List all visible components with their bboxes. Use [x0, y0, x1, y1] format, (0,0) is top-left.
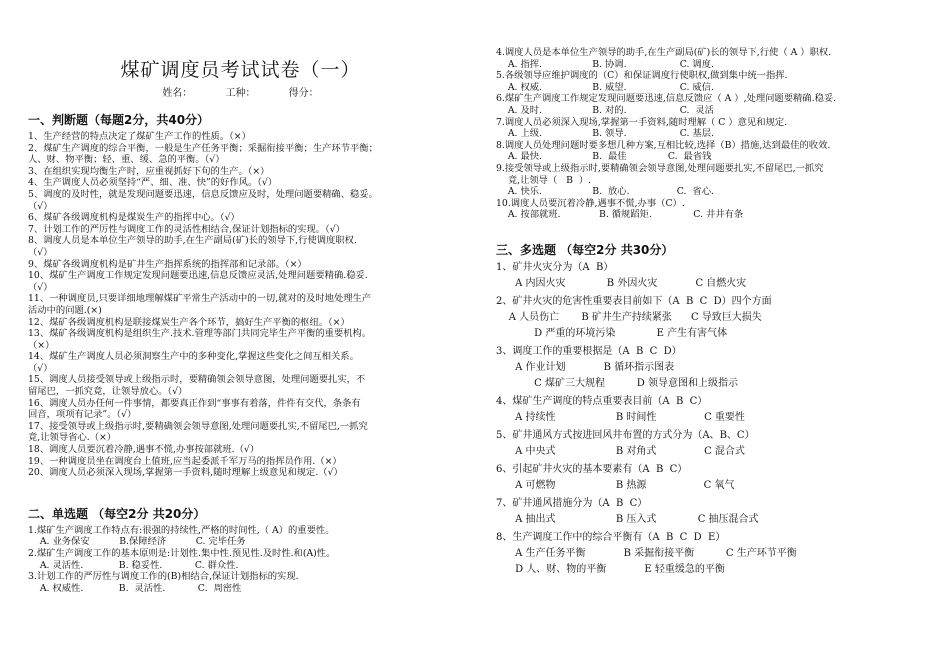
judgment-line: 3、在组织实现均衡生产时，应重视抓好下旬的生产。（×）: [28, 165, 270, 177]
single-choice-line: 1.煤矿生产调度工作特点有:很强的持续性,严格的时间性,（ A）的重要性。: [28, 524, 335, 536]
single-choice-line: A. 权威性. B. 灵活性. C. 周密性: [28, 582, 242, 594]
judgment-line: 8、调度人员是本单位生产领导的助手,在生产副局(矿)长的领导下,行使调度职权.: [28, 235, 357, 247]
multiple-choice-item: [496, 295, 926, 340]
single-choice-line: 竟,让领导（ B ）.: [496, 174, 592, 186]
judgment-line: 竟,让领导省心.（×）: [28, 432, 117, 444]
judgment-line: 20、调度人员必须深入现场,掌握第一手资料,随时理解上级意见和规定.（√）: [28, 467, 343, 479]
question-text: 2、矿井火灾的危害性重要表目前如下（A B C D）四个方面: [496, 295, 772, 307]
judgment-line: 1、生产经营的特点决定了煤矿生产工作的性质。（×）: [28, 131, 251, 142]
judgment-line: 17、接受领导或上级指示时,要精确领会领导意图,处理问题要扎实,不留尾巴,一抓究: [28, 420, 368, 432]
single-choice-list-left: [28, 525, 453, 595]
judgment-line: 19、一种调度员坐在调度台上值班,应当起委派千军万马的指挥员作用.（×）: [28, 455, 342, 467]
multiple-choice-item: [496, 261, 926, 290]
option-line: A 可燃物 B 热源 C 氧气: [496, 479, 735, 491]
judgment-line: （×）: [28, 339, 55, 351]
question-text: 3、调度工作的重要根据是（A B C D）: [496, 345, 682, 357]
multiple-choice-item: [496, 429, 926, 458]
single-choice-line: A. 上级. B. 领导. C. 基层.: [496, 128, 714, 140]
judgment-line: 13、煤矿各级调度机构是组织生产.技术.管理等部门共同完毕生产平衡的重要机构。: [28, 328, 372, 340]
single-choice-line: A. 及时. B. 对的. C. 灵活: [496, 104, 714, 116]
single-choice-line: A. 快乐. B. 放心. C. 省心.: [496, 186, 714, 198]
single-choice-line: 3.计划工作的严厉性与调度工作的(B)相结合,保证计划指标的实现.: [28, 571, 299, 583]
judgment-line: 9、煤矿各级调度机构是矿井生产指挥系统的指挥部和记录部。（×）: [28, 258, 307, 270]
single-choice-line: 7.调度人员必须深入现场,掌握第一手资料,随时理解（ C ）意见和规定.: [496, 116, 788, 128]
option-line: C 煤矿三大规程 D 领导意图和上级指示: [496, 377, 738, 389]
option-line: A 作业计划 B 循环指示图表: [496, 361, 675, 373]
question-text: 5、矿井通风方式按进回风井布置的方式分为（A、B、C）: [496, 429, 755, 441]
single-choice-line: 4.调度人员是本单位生产领导的助手,在生产副局(矿)长的领导下,行使（ A ）职权.: [496, 47, 832, 58]
multiple-choice-item: [496, 395, 926, 424]
option-line: A 持续性 B 时间性 C 重要性: [496, 411, 745, 423]
exam-title: 煤矿调度员考试试卷（一）: [120, 59, 361, 81]
single-choice-line: 9.接受领导或上级指示时,要精确领会领导意图,处理问题要扎实,不留尾巴,一抓究: [496, 162, 824, 174]
judgment-line: 10、煤矿生产调度工作规定发现问题要迅速,信息反馈应灵活,处理问题要精确.稳妥.: [28, 270, 368, 282]
judgment-list: [28, 131, 453, 479]
single-choice-line: A. 最快. B. 最佳 C. 最省钱: [496, 151, 712, 163]
judgment-line: 活动中的问题.(×): [28, 304, 102, 316]
question-text: 1、矿井火灾分为（A B）: [496, 261, 614, 273]
multiple-choice-list: [496, 261, 926, 576]
option-line: A 人员伤亡 B 矿井生产持续紧张 C 导致巨大损失: [496, 311, 762, 323]
single-choice-line: A. 权威. B. 威望. C. 威信.: [496, 81, 714, 93]
multiple-choice-item: [496, 345, 926, 390]
judgment-line: 14、煤矿生产调度人员必须洞察生产中的多种变化,掌握这些变化之间互相关系。: [28, 351, 359, 363]
judgment-line: （√）: [28, 246, 53, 258]
single-choice-line: 10.调度人员要沉着冷静,遇事不慌,办事（C）.: [496, 197, 685, 209]
single-choice-line: A. 灵活性. B. 稳妥性. C. 群众性.: [28, 559, 239, 571]
student-info-line: 姓名： 工种： 得分：: [162, 88, 319, 99]
option-line: D 人、财、物的平衡 E 轻重缓急的平衡: [496, 563, 725, 575]
judgment-line: 18、调度人员要沉着冷静,遇事不慌,办事按部就班.（√）: [28, 444, 260, 456]
option-line: A 中央式 B 对角式 C 混合式: [496, 445, 745, 457]
single-choice-line: A. 指挥. B. 协调. C. 调度.: [496, 58, 714, 70]
option-line: D 严重的环境污染 E 产生有害气体: [496, 327, 728, 339]
judgment-line: 2、煤矿生产调度的综合平衡，一般是生产任务平衡；采掘衔接平衡；生产环节平衡；: [28, 142, 378, 154]
option-line: A 抽出式 B 压入式 C 抽压混合式: [496, 513, 759, 525]
single-choice-list-right: [496, 47, 926, 221]
single-choice-line: 2.煤矿生产调度工作的基本原则是:计划性.集中性.预见性.及时性.和(A)性。: [28, 548, 336, 559]
option-line: A 生产任务平衡 B 采掘衔接平衡 C 生产环节平衡: [496, 547, 797, 559]
single-choice-line: 5.各级领导应维护调度的（C）和保证调度行使职权,做到集中统一指挥.: [496, 70, 788, 82]
judgment-line: 7、计划工作的严厉性与调度工作的灵活性相结合,保证计划指标的实现。（√）: [28, 223, 345, 235]
judgment-line: 12、煤矿各级调度机构是联接煤炭生产各个环节，搞好生产平衡的枢纽。（×）: [28, 316, 350, 328]
judgment-line: 6、煤矿各级调度机构是煤炭生产的指挥中心。（√）: [28, 212, 240, 224]
judgment-line: 15、调度人员接受领导或上级指示时，要精确领会领导意图，处理问题要扎实，不: [28, 374, 366, 386]
judgment-line: （√）: [28, 281, 53, 293]
multiple-choice-heading: 三、多选题 （每空2分 共30分）: [496, 242, 674, 257]
question-text: 6、引起矿井火灾的基本要素有（A B C）: [496, 463, 688, 475]
single-choice-line: 6.煤矿生产调度工作规定发现问题要迅速,信息反馈应（ A ）,处理问题要精确.稳妥.: [496, 93, 837, 105]
multiple-choice-item: [496, 497, 926, 526]
single-choice-line: A. 按部就班. B. 循规蹈矩. C. 井井有条: [496, 209, 744, 221]
single-choice-line: 8.调度人员处理问题时要多想几种方案,互相比较,选择（B）措施,达到最佳的收效.: [496, 139, 831, 151]
judgment-line: 人、财、物平衡；轻、重、缓、急的平衡。（√）: [28, 154, 225, 166]
question-text: 7、矿井通风措施分为（A B C）: [496, 497, 648, 509]
multiple-choice-item: [496, 531, 926, 576]
judgment-line: 5、调度的及时性，就是发现问题要迅速，信息反馈应及时，处理问题要精确、稳妥。: [28, 188, 378, 200]
judgment-line: 4、生产调度人员必须坚持“严、细、准、快”的好作风。（√）: [28, 177, 278, 189]
option-line: A 内因火灾 B 外因火灾 C 自燃火灾: [496, 277, 747, 289]
single-choice-heading: 二、单选题 （每空2分 共20分）: [28, 506, 206, 521]
judgment-line: 11、一种调度员,只要详细地理解煤矿平常生产活动中的一切,就对的及时地处理生产: [28, 293, 372, 305]
judgment-line: （√）: [28, 200, 53, 212]
judgment-line: （√）: [28, 362, 53, 374]
single-choice-line: A. 业务保安 B.保障经济 C. 完毕任务: [28, 536, 246, 548]
multiple-choice-item: [496, 463, 926, 492]
judgment-line: 留尾巴，一抓究竟，让领导放心。（√）: [28, 386, 188, 398]
judgment-line: 回音，项项有记录”。（√）: [28, 409, 137, 421]
question-text: 8、生产调度工作中的综合平衡有（A B C D E）: [496, 531, 726, 543]
question-text: 4、煤矿生产调度的特点重要表目前（A B C）: [496, 395, 708, 407]
judgment-line: 16、调度人员办任何一件事情，都要真正作到“事事有着落，件件有交代，条条有: [28, 397, 361, 409]
judgment-heading: 一、判断题（每题2分，共40分）: [28, 113, 210, 127]
right-column: [496, 0, 926, 581]
left-column: [28, 0, 453, 594]
